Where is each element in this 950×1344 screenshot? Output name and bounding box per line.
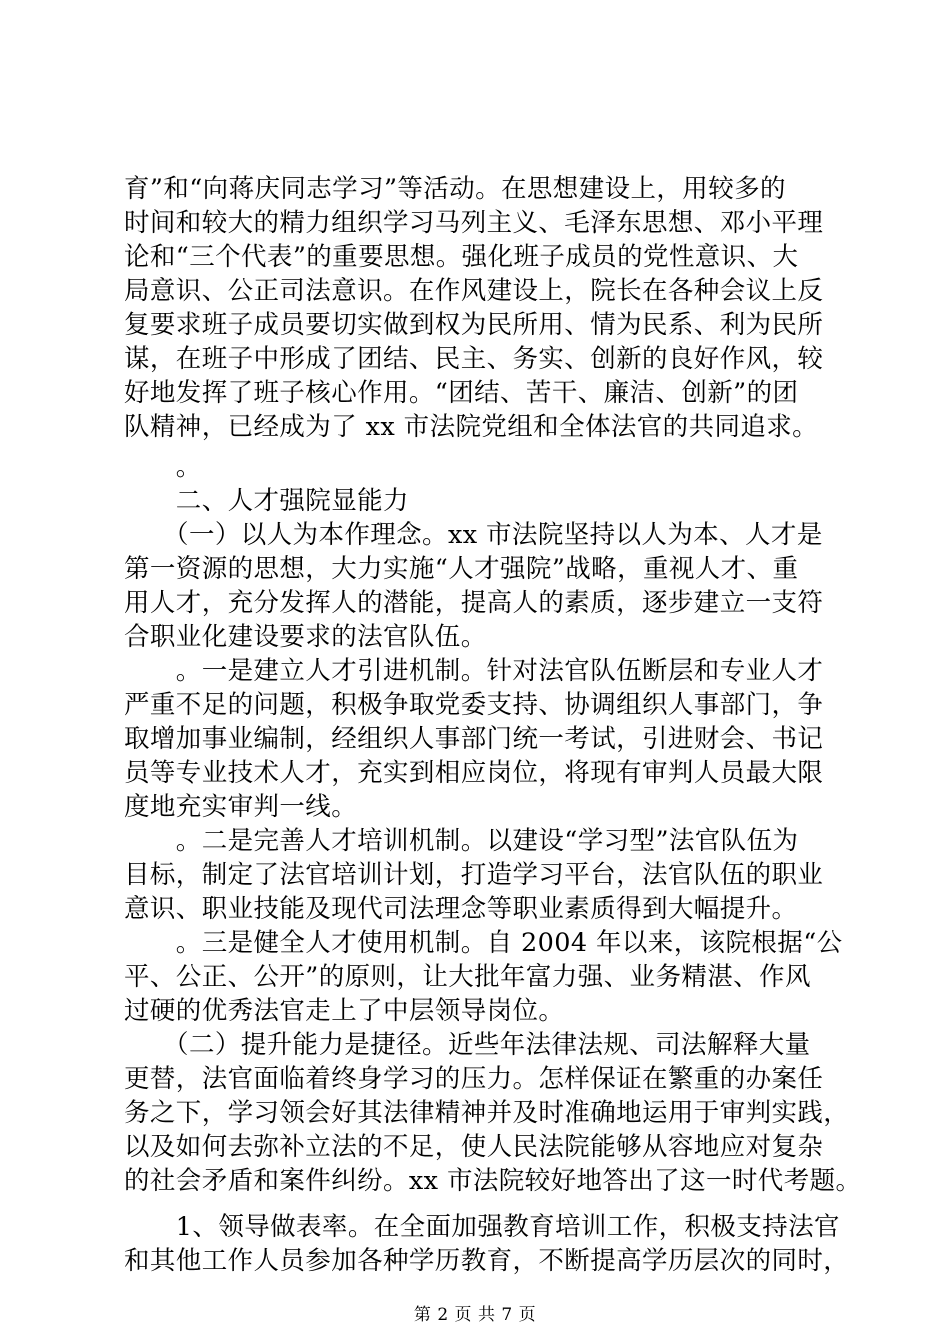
text-line: （一）以人为本作理念。xx 市法院坚持以人为本、人才是 <box>124 520 823 550</box>
text-line: 用人才，充分发挥人的潜能，提高人的素质，逐步建立一支符 <box>124 588 824 618</box>
text-line: 。 <box>124 452 202 482</box>
text-line: 过硬的优秀法官走上了中层领导岗位。 <box>124 996 565 1026</box>
text-line: 目标，制定了法官培训计划，打造学习平台，法官队伍的职业 <box>124 860 824 890</box>
text-line: 谋，在班子中形成了团结、民主、务实、创新的良好作风，较 <box>124 344 824 374</box>
text-line: 队精神，已经成为了 xx 市法院党组和全体法官的共同追求。 <box>124 412 819 442</box>
text-line: 。三是健全人才使用机制。自 2004 年以来，该院根据“公 <box>124 928 843 958</box>
text-line: 以及如何去弥补立法的不足，使人民法院能够从容地应对复杂 <box>124 1132 824 1162</box>
section-heading: 二、人才强院显能力 <box>124 486 409 516</box>
text-line: 平、公正、公开”的原则，让大批年富力强、业务精湛、作风 <box>124 962 811 992</box>
text-line: 更替，法官面临着终身学习的压力。怎样保证在繁重的办案任 <box>124 1064 824 1094</box>
text-line: 时间和较大的精力组织学习马列主义、毛泽东思想、邓小平理 <box>124 208 824 238</box>
text-line: 。二是完善人才培训机制。以建设“学习型”法官队伍为 <box>124 826 799 856</box>
text-line: 度地充实审判一线。 <box>124 792 358 822</box>
text-line: 取增加事业编制，经组织人事部门统一考试，引进财会、书记 <box>124 724 824 754</box>
text-line: 。一是建立人才引进机制。针对法官队伍断层和专业人才 <box>124 656 824 686</box>
text-line: 好地发挥了班子核心作用。“团结、苦干、廉洁、创新”的团 <box>124 378 799 408</box>
page-footer: 第 2 页 共 7 页 <box>413 1305 537 1325</box>
text-line: 务之下，学习领会好其法律精神并及时准确地运用于审判实践， <box>124 1098 850 1128</box>
text-line: 论和“三个代表”的重要思想。强化班子成员的党性意识、大 <box>124 242 799 272</box>
text-line: 育”和“向蒋庆同志学习”等活动。在思想建设上，用较多的 <box>124 174 786 204</box>
text-line: 局意识、公正司法意识。在作风建设上，院长在各种会议上反 <box>124 276 824 306</box>
text-line: 严重不足的问题，积极争取党委支持、协调组织人事部门，争 <box>124 690 824 720</box>
text-line: 的社会矛盾和案件纠纷。xx 市法院较好地答出了这一时代考题。 <box>124 1166 862 1196</box>
text-line: 复要求班子成员要切实做到权为民所用、情为民系、利为民所 <box>124 310 824 340</box>
text-line: 第一资源的思想，大力实施“人才强院”战略，重视人才、重 <box>124 554 799 584</box>
text-line: （二）提升能力是捷径。近些年法律法规、司法解释大量 <box>124 1030 811 1060</box>
text-line: 和其他工作人员参加各种学历教育，不断提高学历层次的同时， <box>124 1246 850 1276</box>
text-line: 1、领导做表率。在全面加强教育培训工作，积极支持法官 <box>124 1212 840 1242</box>
text-line: 意识、职业技能及现代司法理念等职业素质得到大幅提升。 <box>124 894 798 924</box>
text-line: 合职业化建设要求的法官队伍。 <box>124 622 487 652</box>
text-line: 员等专业技术人才，充实到相应岗位，将现有审判人员最大限 <box>124 758 824 788</box>
